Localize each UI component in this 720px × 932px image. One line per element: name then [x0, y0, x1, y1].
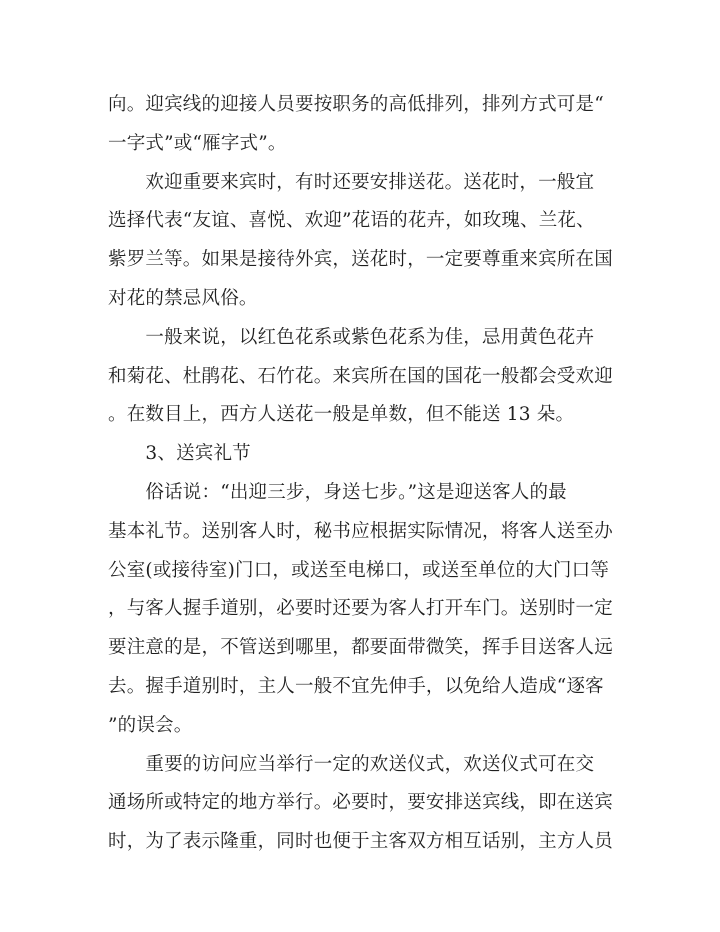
- text-line: 基本礼节。送别客人时，秘书应根据实际情况，将客人送至办: [108, 520, 613, 542]
- body-text: [108, 86, 620, 862]
- text-line: 欢迎重要来宾时，有时还要安排送花。送花时，一般宜: [108, 171, 595, 193]
- text-line: 向。迎宾线的迎接人员要按职务的高低排列，排列方式可是“: [108, 94, 604, 115]
- text-line: 公室(或接待室)门口，或送至电梯口，或送至单位的大门口等: [108, 559, 610, 581]
- text-line: 俗话说：“出迎三步，身送七步。”这是迎送客人的最: [108, 481, 567, 503]
- text-line: 通场所或特定的地方举行。必要时，要安排送宾线，即在送宾: [108, 792, 613, 814]
- text-line: 选择代表“友谊、喜悦、欢迎”花语的花卉，如玫瑰、兰花、: [108, 210, 595, 232]
- text-line: 去。握手道别时，主人一般不宜先伸手，以免给人造成“逐客: [108, 675, 604, 697]
- text-line: ”的误会。: [108, 714, 193, 736]
- text-line: 一般来说，以红色花系或紫色花系为佳，忌用黄色花卉: [108, 326, 595, 348]
- text-line: 和菊花、杜鹃花、石竹花。来宾所在国的国花一般都会受欢迎: [108, 365, 613, 387]
- text-line: 。在数目上，西方人送花一般是单数，但不能送 13 朵。: [108, 404, 575, 426]
- text-line: 一字式”或“雁字式”。: [108, 132, 287, 154]
- text-line: ，与客人握手道别，必要时还要为客人打开车门。送别时一定: [108, 598, 613, 620]
- text-line: 重要的访问应当举行一定的欢送仪式，欢送仪式可在交: [108, 753, 595, 775]
- text-line: 对花的禁忌风俗。: [108, 287, 258, 309]
- text-line: 时，为了表示隆重，同时也便于主客双方相互话别，主方人员: [108, 831, 613, 853]
- text-line: 要注意的是，不管送到哪里，都要面带微笑，挥手目送客人远: [108, 637, 613, 659]
- text-line: 紫罗兰等。如果是接待外宾，送花时，一定要尊重来宾所在国: [108, 249, 613, 271]
- section-heading: 3、送宾礼节: [108, 443, 251, 465]
